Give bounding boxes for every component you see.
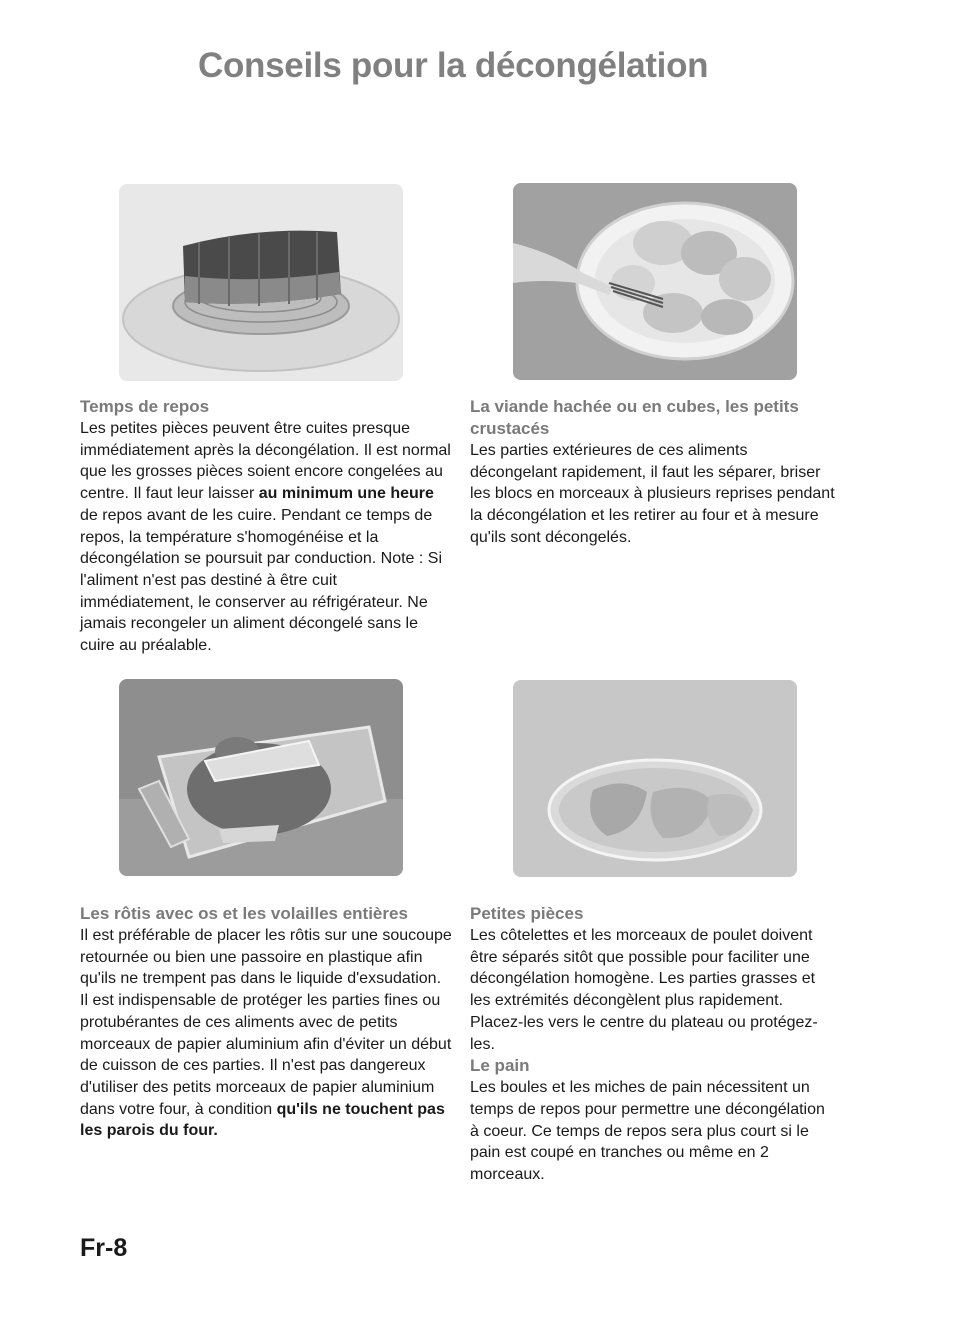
photo-chicken-pieces-dish [513, 680, 797, 877]
page-title: Conseils pour la décongélation [198, 46, 709, 85]
section-temps-de-repos [80, 396, 452, 657]
emphasis-text: qu'ils ne touchent pas les parois du four. [80, 1100, 445, 1140]
section-body: Les parties extérieures de ces aliments décongelant rapidement, il faut les séparer, briser les blocs en morceaux à plusieurs reprises pendant la décongélation et les retirer au four et à mesure qu'ils sont décongelés. [470, 442, 835, 546]
section-viande-hachee [470, 396, 836, 549]
section-petites-pieces [470, 903, 836, 1186]
section-heading: Les rôtis avec os et les volailles entières [80, 904, 408, 923]
section-body: Il est préférable de placer les rôtis sur une soucoupe retournée ou bien une passoire en plastique afin qu'ils ne trempent pas dans le liquide d'exsudation. Il est indispensable de protéger les parties fines ou protubérantes de ces aliments avec de petits morceaux de papier aluminium afin d'éviter un début de cuisson de ces parties. Il n'est pas dangereux d'utiliser des petits morceaux de papier aluminium dans votre four, à condition qu'ils ne touchent pas les parois du four. [80, 927, 452, 1140]
photo-meat-cubes-fork [513, 183, 797, 380]
emphasis-text: au minimum une heure [258, 485, 434, 503]
section-body: Les petites pièces peuvent être cuites presque immédiatement après la décongélation. Il est normal que les grosses pièces soient encore congelées au centre. Il faut leur laisser au minimum une heure de repos avant de les cuire. Pendant ce temps de repos, la température s'homogénéise et la décongélation se poursuit par conduction. Note : Si l'aliment n'est pas destiné à être cuit immédiatement, le conserver au réfrigérateur. Ne jamais recongeler un aliment décongelé sans le cuire au préalable. [80, 420, 451, 655]
section-heading-le-pain: Le pain [470, 1056, 530, 1076]
section-body: Les côtelettes et les morceaux de poulet doivent être séparés sitôt que possible pour faciliter une décongélation homogène. Les parties grasses et les extrémités décongèlent plus rapidement. Placez-les vers le centre du plateau ou protégez-les. [470, 927, 818, 1053]
section-heading: Temps de repos [80, 397, 210, 416]
section-rotis-volailles [80, 903, 452, 1142]
page-number: Fr-8 [80, 1234, 128, 1262]
section-heading: La viande hachée ou en cubes, les petits crustacés [470, 397, 799, 438]
photo-poultry-foil-dish [119, 679, 403, 876]
section-body-le-pain: Les boules et les miches de pain nécessitent un temps de repos pour permettre une décongélation à coeur. Ce temps de repos sera plus court si le pain est coupé en tranches ou même en 2 morceaux. [470, 1079, 825, 1184]
section-heading: Petites pièces [470, 904, 584, 923]
photo-roast-on-rack [119, 184, 403, 381]
